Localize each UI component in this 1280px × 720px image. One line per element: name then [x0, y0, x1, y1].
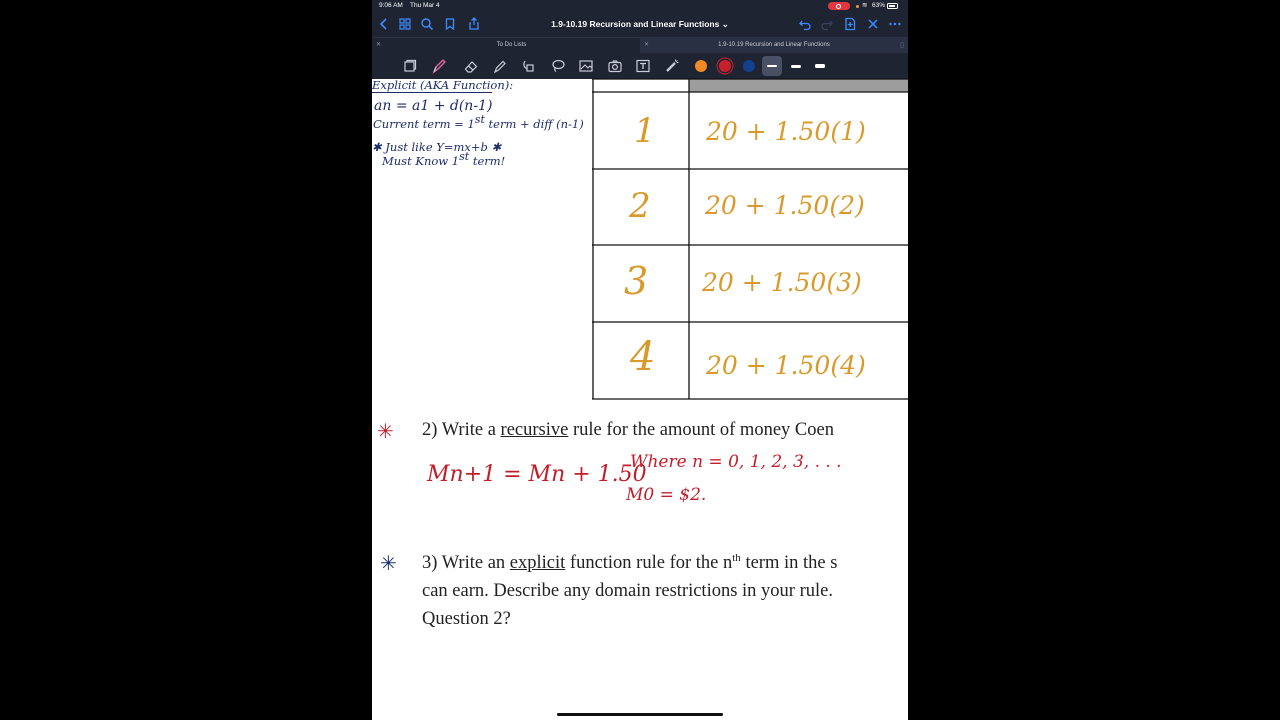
back-icon[interactable]: [375, 15, 393, 33]
star-marker-red-icon: ✳: [377, 421, 394, 443]
table-row-n: 4: [630, 334, 656, 380]
note-current-term: Current term = 1st term + diff (n-1): [373, 113, 584, 131]
grid-view-icon[interactable]: [396, 15, 414, 33]
battery-percent: 63%: [872, 2, 886, 9]
table-row-expr: 20 + 1.50(3): [702, 268, 862, 297]
tab-bar: [372, 37, 908, 53]
note-must-know: Must Know 1st term!: [382, 150, 506, 168]
table-row-n: 2: [629, 186, 651, 226]
note-formula: an = a1 + d(n-1): [374, 98, 493, 114]
color-swatch-blue[interactable]: [743, 60, 755, 72]
star-icon: ✱: [491, 140, 502, 154]
color-swatch-orange[interactable]: [695, 60, 707, 72]
add-page-icon[interactable]: [841, 15, 859, 33]
status-date: Thu Mar 4: [410, 2, 440, 9]
table-row-n: 1: [634, 111, 656, 151]
note-explicit-heading: Explicit (AKA Function):: [372, 78, 514, 92]
star-marker-navy-icon: ✳: [380, 553, 397, 575]
undo-icon[interactable]: [796, 15, 814, 33]
question-3-line-1: 3) Write an explicit function rule for the $n^{th}$ term in the s: [422, 551, 838, 573]
table-row-n: 3: [624, 259, 649, 303]
note-just-like: ✱ Just like Y=mx+b ✱: [372, 140, 502, 154]
stroke-thick[interactable]: [815, 64, 825, 68]
table-row-expr: 20 + 1.50(1): [706, 117, 866, 146]
star-icon: ✱: [372, 140, 382, 154]
bookmark-icon[interactable]: [441, 15, 459, 33]
q2-recursive-rule: Mn+1 = Mn + 1.50: [427, 462, 647, 487]
table-row-expr: 20 + 1.50(2): [705, 191, 865, 220]
ipad-screen: [372, 0, 908, 720]
document-nav-bar: [372, 12, 908, 37]
stroke-medium[interactable]: [791, 65, 801, 68]
color-swatch-red[interactable]: [719, 60, 731, 72]
table-row-expr: 20 + 1.50(4): [706, 351, 866, 380]
tab-label: 1.9-10.19 Recursion and Linear Functions: [718, 42, 830, 48]
more-icon[interactable]: [886, 15, 904, 33]
search-icon[interactable]: [418, 15, 436, 33]
redo-icon[interactable]: [818, 15, 836, 33]
tab-close-icon[interactable]: ✕: [644, 42, 650, 48]
tab-to-do-lists[interactable]: To Do Lists: [496, 42, 527, 48]
question-3-line-2: can earn. Describe any domain restrictions in your rule.: [422, 581, 833, 601]
eraser-icon[interactable]: [462, 57, 480, 75]
screen-recording-icon[interactable]: [828, 2, 850, 10]
pen-icon[interactable]: [430, 57, 448, 75]
pages-icon[interactable]: [401, 57, 419, 75]
status-time: 9:06 AM: [379, 2, 403, 9]
shapes-icon[interactable]: [519, 57, 537, 75]
lasso-icon[interactable]: [549, 57, 567, 75]
close-icon[interactable]: [864, 15, 882, 33]
tab-split-icon[interactable]: ▯: [900, 42, 904, 49]
battery-icon: [887, 3, 898, 9]
question-3-line-3: Question 2?: [422, 609, 511, 629]
wifi-icon: ≋: [862, 2, 868, 9]
q2-initial-value: M0 = $2.: [626, 485, 707, 505]
notebook-page[interactable]: [372, 79, 908, 720]
share-icon[interactable]: [465, 15, 483, 33]
document-title[interactable]: 1.9-10.19 Recursion and Linear Functions ⌄: [551, 19, 729, 29]
heading-underline: [372, 92, 492, 93]
tab-close-icon[interactable]: ✕: [376, 42, 382, 48]
status-bar: [372, 0, 908, 12]
q2-domain: Where n = 0, 1, 2, 3, . . .: [630, 452, 842, 472]
orange-dot-icon: [856, 5, 859, 8]
tab-current-document[interactable]: [640, 38, 908, 53]
question-2: 2) Write a recursive rule for the amount of money Coen: [422, 420, 834, 440]
highlighter-icon[interactable]: [491, 57, 509, 75]
home-indicator[interactable]: [557, 713, 723, 716]
